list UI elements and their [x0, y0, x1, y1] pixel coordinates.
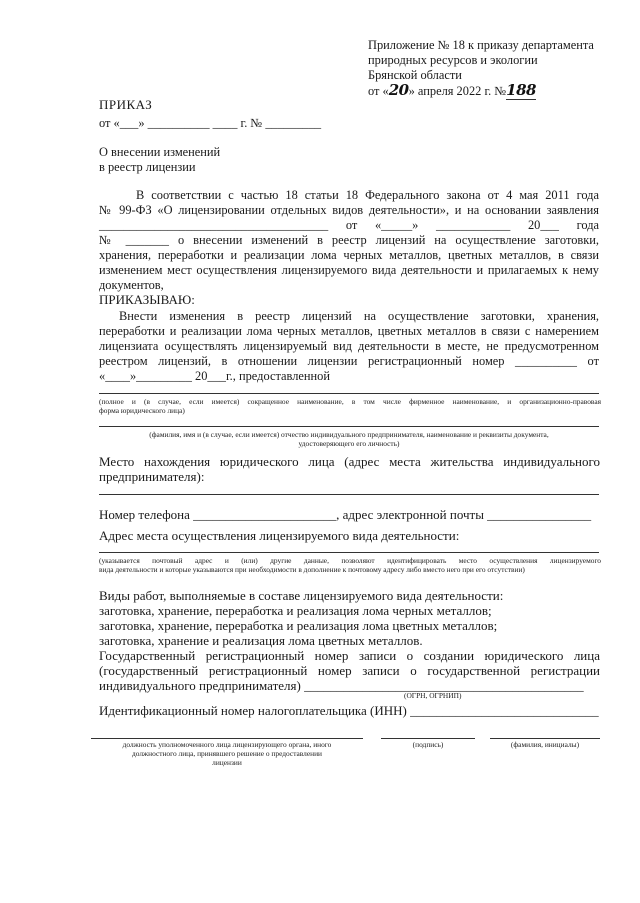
order-line-5: «____»_________ 20___г., предоставленной: [99, 369, 330, 383]
preamble-paragraph: [99, 188, 599, 293]
fill-line-address: [99, 494, 599, 495]
order-title: ПРИКАЗ: [99, 97, 153, 112]
caption-person-name: [99, 430, 599, 448]
works-item: заготовка, хранение, переработка и реализация лома черных металлов;: [99, 603, 492, 618]
caption-position-line-3: лицензии: [212, 758, 242, 767]
address-line-2: предпринимателя):: [99, 469, 205, 484]
preamble-line-3: _____________________________________ от «_____» ____________ 20___ года: [99, 218, 599, 232]
caption-org-name-line-2: форма юридического лица): [99, 406, 185, 415]
caption-ogrn: (ОГРН, ОГРНИП): [404, 691, 462, 700]
preamble-line-5: хранения, переработки и реализации лома черных металлов, цветных металлов, в связи: [99, 248, 599, 262]
appendix-line-1: Приложение № 18 к приказу департамента: [368, 38, 594, 52]
caption-signature: (подпись): [412, 740, 444, 749]
order-from-line: от «___» __________ ____ г. № _________: [99, 116, 322, 130]
fill-line-person-name: [99, 426, 599, 427]
appendix-line-2: природных ресурсов и экологии: [368, 53, 538, 67]
preamble-line-7: документов,: [99, 278, 164, 292]
order-line-4: реестром лицензий, в отношении лицензии регистрационный номер __________ от: [99, 354, 599, 368]
registration-line-3: индивидуального предпринимателя) ___________________________________________: [99, 678, 584, 693]
caption-name-initials: (фамилия, инициалы): [510, 740, 580, 749]
order-word: ПРИКАЗЫВАЮ:: [99, 292, 195, 307]
fill-line-activity-place: [99, 552, 599, 553]
preamble-line-2: № 99-ФЗ «О лицензировании отдельных видов деятельности», и на основании заявления: [99, 203, 599, 217]
caption-activity-line-1: (указывается почтовый адрес и (или) другие данные, позволяют идентифицировать место осуществления лицензируемого: [99, 556, 601, 565]
address-line-1: Место нахождения юридического лица (адрес места жительства индивидуального: [99, 454, 600, 469]
order-line-1: Внести изменения в реестр лицензий на осуществление заготовки, хранения,: [119, 309, 599, 323]
preamble-line-6: изменением мест осуществления лицензируемого вида деятельности и прилагаемых к нему: [99, 263, 599, 277]
preamble-line-4: № _______ о внесении изменений в реестр лицензий на осуществление заготовки,: [99, 233, 599, 247]
caption-person-line-2: удостоверяющего его личность): [298, 439, 400, 448]
caption-person-line-1: (фамилия, имя и (в случае, если имеется) отчество индивидуального предпринимателя, наименование и реквизиты документа,: [149, 430, 549, 439]
order-paragraph: [99, 309, 599, 384]
address-block: [99, 454, 600, 484]
activity-place-label: Адрес места осуществления лицензируемого вида деятельности:: [99, 528, 460, 543]
order-line-3: лицензиата осуществлять лицензируемый вид деятельности в месте, не предусмотренном: [99, 339, 599, 353]
handwritten-day: 20: [388, 81, 409, 99]
appendix-line-3: Брянской области: [368, 68, 462, 82]
fill-line-org-name: [99, 393, 599, 394]
caption-position-line-1: должность уполномоченного лица лицензирующего органа, иного: [122, 740, 332, 749]
appendix-date-line: [368, 83, 618, 99]
caption-org-name-line-1: (полное и (в случае, если имеется) сокращенное наименование, в том числе фирменное наименование, и организационно-правовая: [99, 397, 601, 406]
caption-position-line-2: должностного лица, принявшего решение о предоставлении: [131, 749, 323, 758]
registration-line-2: (государственный регистрационный номер записи о государственной регистрации: [99, 663, 600, 678]
signature-name-line: [490, 738, 600, 739]
date-prefix: от «: [368, 84, 389, 98]
order-line-2: переработки и реализации лома черных металлов, цветных металлов в связи с намерением: [99, 324, 599, 338]
works-label: Виды работ, выполняемые в составе лицензируемого вида деятельности:: [99, 588, 504, 603]
order-subject: [99, 145, 220, 175]
signature-sign-line: [381, 738, 475, 739]
registration-block: [99, 648, 600, 693]
caption-activity-line-2: вида деятельности и которые указываются при необходимости в дополнение к почтовому адресу либо вместо него при его отсутствии): [99, 565, 525, 574]
works-item: заготовка, хранение, переработка и реализация лома цветных металлов;: [99, 618, 498, 633]
caption-activity-place: [99, 556, 601, 574]
subject-line-2: в реестр лицензии: [99, 160, 196, 174]
handwritten-order-number: 188: [506, 81, 536, 99]
subject-line-1: О внесении изменений: [99, 145, 221, 159]
caption-signatory-position: [91, 740, 363, 767]
caption-org-name: [99, 397, 601, 415]
signature-position-line: [91, 738, 363, 739]
works-block: [99, 588, 599, 648]
inn-line: Идентификационный номер налогоплательщика (ИНН) _____________________________: [99, 703, 599, 718]
date-suffix: » апреля 2022 г. №: [408, 84, 507, 98]
preamble-line-1: В соответствии с частью 18 статьи 18 Федерального закона от 4 мая 2011 года: [136, 188, 599, 202]
registration-line-1: Государственный регистрационный номер записи о создании юридического лица: [99, 648, 600, 663]
works-item: заготовка, хранение и реализация лома цветных металлов.: [99, 633, 423, 648]
appendix-header: [368, 38, 618, 99]
contacts-line: Номер телефона ______________________, адрес электронной почты ________________: [99, 507, 592, 522]
